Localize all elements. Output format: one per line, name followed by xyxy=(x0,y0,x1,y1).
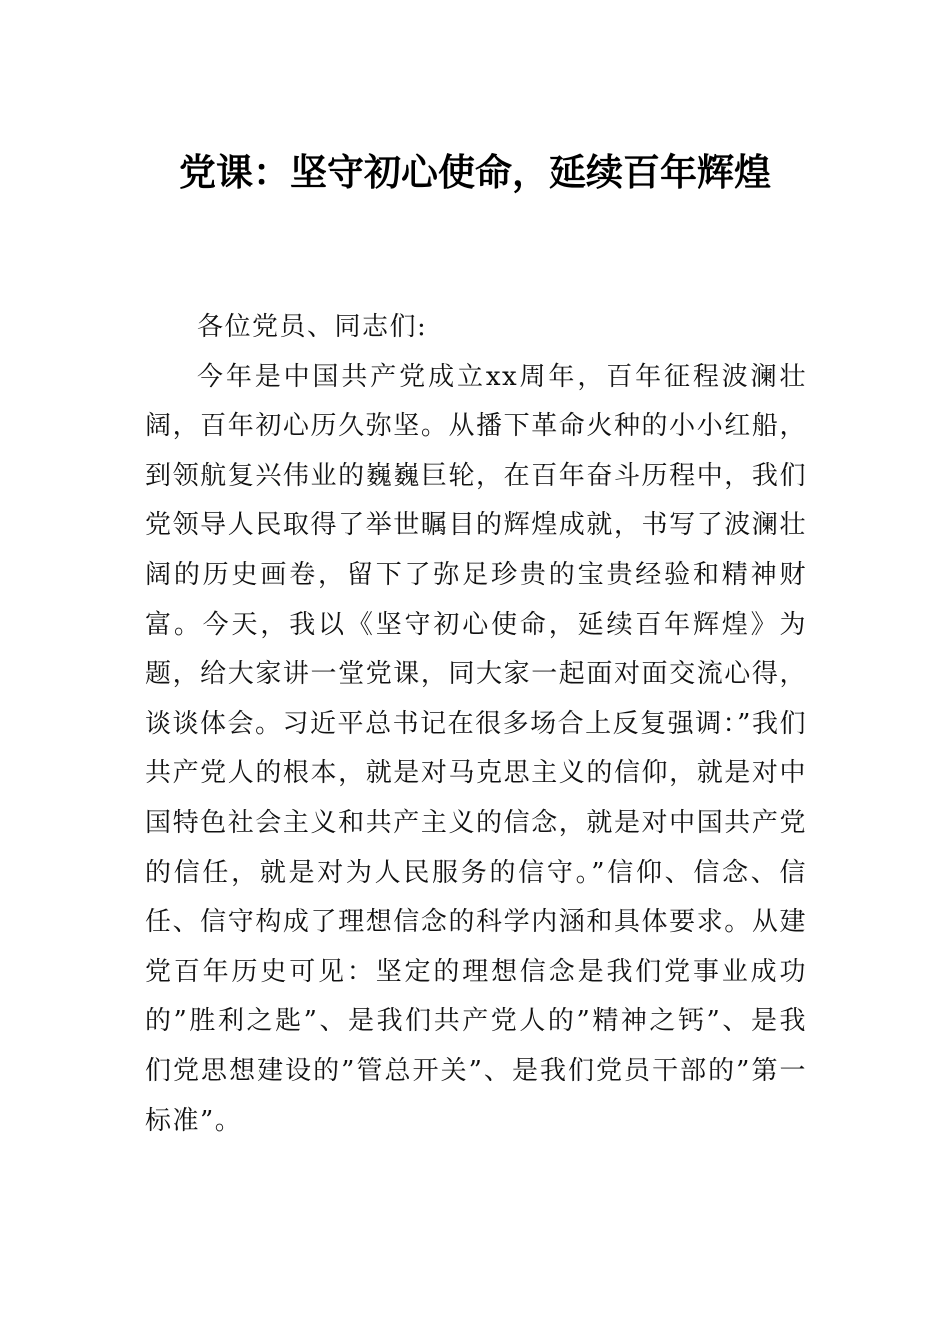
document-body xyxy=(145,303,807,1146)
body-paragraph: 今年是中国共产党成立xx周年，百年征程波澜壮阔，百年初心历久弥坚。从播下革命火种的小小红船，到领航复兴伟业的巍巍巨轮，在百年奋斗历程中，我们党领导人民取得了举世瞩目的辉煌成就，书写了波澜壮阔的历史画卷，留下了弥足珍贵的宝贵经验和精神财富。今天，我以《坚守初心使命，延续百年辉煌》为题，给大家讲一堂党课，同大家一起面对面交流心得，谈谈体会。习近平总书记在很多场合上反复强调：”我们共产党人的根本，就是对马克思主义的信仰，就是对中国特色社会主义和共产主义的信念，就是对中国共产党的信任，就是对为人民服务的信守。”信仰、信念、信任、信守构成了理想信念的科学内涵和具体要求。从建党百年历史可见：坚定的理想信念是我们党事业成功的”胜利之匙”、是我们共产党人的”精神之钙”、是我们党思想建设的”管总开关”、是我们党员干部的”第一标准”。 xyxy=(145,361,807,1136)
document-title: 党课：坚守初心使命，延续百年辉煌 xyxy=(179,151,771,194)
salutation: 各位党员、同志们: xyxy=(197,312,428,342)
